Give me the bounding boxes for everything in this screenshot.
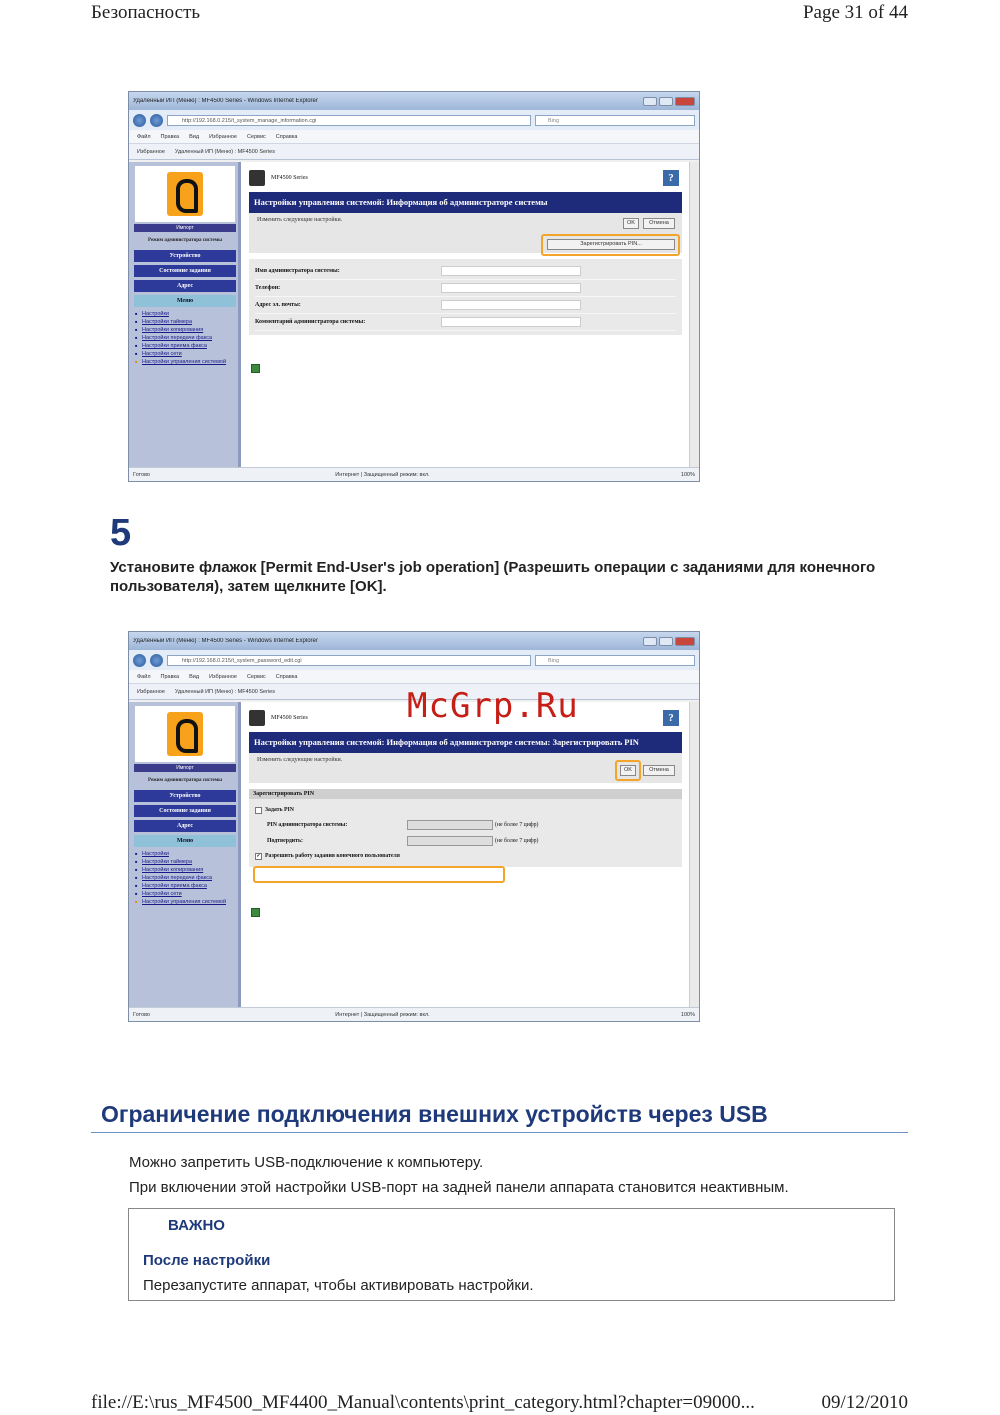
- help-icon[interactable]: ?: [663, 170, 679, 186]
- sidebar-link-fax-send[interactable]: ■ Настройки передачи факса: [134, 874, 236, 882]
- register-pin-form: [249, 789, 682, 867]
- sidebar-link-timer[interactable]: ■ Настройки таймера: [134, 858, 236, 866]
- sidebar-link-copy[interactable]: ■ Настройки копирования: [134, 326, 236, 334]
- menu-edit[interactable]: Правка: [160, 133, 180, 140]
- header-section-title: Безопасность: [91, 2, 201, 23]
- header-page-number: Page 31 of 44: [802, 2, 908, 23]
- top-link-icon[interactable]: [251, 908, 260, 917]
- section-divider: [91, 1132, 908, 1133]
- favorite-tab[interactable]: Удаленный ИП (Меню) : MF4500 Series: [174, 148, 275, 155]
- menu-bar: [129, 130, 699, 144]
- sidebar-link-system[interactable]: ■ Настройки управления системой: [134, 898, 236, 906]
- menu-tools[interactable]: Сервис: [246, 133, 266, 140]
- sidebar-button-job-status[interactable]: Состояние задания: [134, 265, 236, 277]
- menu-edit[interactable]: Правка: [160, 673, 180, 680]
- forward-icon[interactable]: [150, 114, 163, 127]
- logo-icon: [167, 172, 203, 216]
- favorites-button[interactable]: Избранное: [137, 688, 165, 695]
- menu-tools[interactable]: Сервис: [246, 673, 266, 680]
- favorite-tab[interactable]: Удаленный ИП (Меню) : MF4500 Series: [174, 688, 275, 695]
- email-label: Адрес эл. почты:: [255, 302, 301, 308]
- favorites-bar: [129, 144, 699, 160]
- logo-icon: [167, 712, 203, 756]
- rui-sidebar: [129, 702, 241, 1007]
- ok-button[interactable]: OK: [623, 218, 639, 229]
- browser-screenshot-admin-info: [128, 91, 700, 482]
- sidebar-link-fax-send[interactable]: ■ Настройки передачи факса: [134, 334, 236, 342]
- permit-checkbox[interactable]: ✓: [256, 853, 261, 859]
- sidebar-link-fax-receive[interactable]: ■ Настройки приема факса: [134, 882, 236, 890]
- menu-view[interactable]: Вид: [189, 133, 200, 140]
- page-banner: Настройки управления системой: Информация об администраторе системы: [249, 192, 682, 213]
- device-name: MF4500 Series: [271, 175, 308, 181]
- set-pin-label: Задать PIN: [265, 807, 294, 813]
- settings-panel: [249, 753, 682, 783]
- phone-field[interactable]: [441, 283, 581, 293]
- maximize-icon[interactable]: [659, 97, 673, 106]
- note-subtitle: После настройки: [143, 1252, 271, 1269]
- back-icon[interactable]: [133, 114, 146, 127]
- status-zone: Интернет | Защищенный режим: вкл.: [335, 471, 430, 478]
- admin-info-form: [249, 259, 682, 335]
- window-titlebar: [129, 632, 699, 650]
- highlight-frame: [615, 760, 641, 781]
- menu-file[interactable]: Файл: [137, 133, 151, 140]
- close-icon[interactable]: [675, 637, 695, 646]
- address-bar: [129, 650, 699, 670]
- top-link-icon[interactable]: [251, 364, 260, 373]
- device-name: MF4500 Series: [271, 715, 308, 721]
- sidebar-link-network[interactable]: ■ Настройки сети: [134, 350, 236, 358]
- sidebar-caption: Импорт: [134, 224, 236, 232]
- page-banner: Настройки управления системой: Информация об администраторе системы: Зарегистрировать PIN: [249, 732, 682, 753]
- sidebar-button-menu[interactable]: Меню: [134, 835, 236, 847]
- sidebar-link-timer[interactable]: ■ Настройки таймера: [134, 318, 236, 326]
- confirm-label: Подтвердить:: [267, 838, 303, 844]
- status-text: Готово: [133, 1011, 150, 1018]
- confirm-note: (не более 7 цифр): [495, 838, 539, 844]
- email-field[interactable]: [441, 300, 581, 310]
- pin-field[interactable]: [407, 820, 493, 830]
- step-number: 5: [110, 512, 132, 554]
- section-title: Ограничение подключения внешних устройств через USB: [101, 1101, 768, 1127]
- minimize-icon[interactable]: [643, 97, 657, 106]
- sidebar-button-device[interactable]: Устройство: [134, 250, 236, 262]
- cancel-button[interactable]: Отмена: [643, 218, 675, 229]
- phone-label: Телефон:: [255, 285, 281, 291]
- sidebar-link-copy[interactable]: ■ Настройки копирования: [134, 866, 236, 874]
- settings-panel: [249, 213, 682, 253]
- menu-help[interactable]: Справка: [275, 673, 298, 680]
- comment-field[interactable]: [441, 317, 581, 327]
- address-input[interactable]: http://192.168.0.215/t_system_manage_information.cgi: [167, 115, 531, 126]
- pin-label: PIN администратора системы:: [267, 822, 348, 828]
- permit-label: Разрешить работу задания конечного пользователя: [265, 853, 400, 859]
- form-section-title: Зарегистрировать PIN: [249, 789, 682, 799]
- status-bar: [129, 467, 699, 481]
- favorites-button[interactable]: Избранное: [137, 148, 165, 155]
- menu-view[interactable]: Вид: [189, 673, 200, 680]
- comment-label: Комментарий администратора системы:: [255, 319, 366, 325]
- sidebar-link-settings[interactable]: ■ Настройки: [134, 310, 236, 318]
- sidebar-button-device[interactable]: Устройство: [134, 790, 236, 802]
- sidebar-button-job-status[interactable]: Состояние задания: [134, 805, 236, 817]
- zoom-level[interactable]: 100%: [680, 1011, 695, 1018]
- watermark: McGrp.Ru: [407, 686, 579, 726]
- menu-bar: [129, 670, 699, 684]
- scrollbar[interactable]: [689, 702, 699, 1007]
- printer-icon: [249, 170, 265, 186]
- back-icon[interactable]: [133, 654, 146, 667]
- footer-date: 09/12/2010: [821, 1392, 908, 1413]
- window-titlebar: [129, 92, 699, 110]
- zoom-level[interactable]: 100%: [680, 471, 695, 478]
- important-note-box: [128, 1208, 895, 1301]
- status-zone: Интернет | Защищенный режим: вкл.: [335, 1011, 430, 1018]
- sidebar-link-settings[interactable]: ■ Настройки: [134, 850, 236, 858]
- printer-icon: [249, 710, 265, 726]
- sidebar-link-network[interactable]: ■ Настройки сети: [134, 890, 236, 898]
- paragraph-2: При включении этой настройки USB-порт на задней панели аппарата становится неактивным.: [129, 1179, 789, 1196]
- menu-file[interactable]: Файл: [137, 673, 151, 680]
- close-icon[interactable]: [675, 97, 695, 106]
- note-title: ВАЖНО: [168, 1217, 225, 1234]
- rui-main: [241, 162, 699, 467]
- scrollbar[interactable]: [689, 162, 699, 467]
- sidebar-button-address[interactable]: Адрес: [134, 280, 236, 292]
- sidebar-mode: Режим администратора системы: [147, 238, 223, 243]
- ok-button[interactable]: OK: [620, 765, 636, 776]
- minimize-icon[interactable]: [643, 637, 657, 646]
- admin-name-label: Имя администратора системы:: [255, 268, 340, 274]
- sidebar-mode: Режим администратора системы: [147, 778, 223, 783]
- window-title: Удаленный ИП (Меню) : MF4500 Series - Windows Internet Explorer: [133, 638, 318, 644]
- sidebar-caption: Импорт: [134, 764, 236, 772]
- cancel-button[interactable]: Отмена: [643, 765, 675, 776]
- sidebar-link-fax-receive[interactable]: ■ Настройки приема факса: [134, 342, 236, 350]
- note-text: Перезапустите аппарат, чтобы активировать настройки.: [143, 1277, 534, 1294]
- address-bar: [129, 110, 699, 130]
- sidebar-button-menu[interactable]: Меню: [134, 295, 236, 307]
- rui-logo: [135, 706, 235, 762]
- sidebar-button-address[interactable]: Адрес: [134, 820, 236, 832]
- menu-help[interactable]: Справка: [275, 133, 298, 140]
- confirm-field[interactable]: [407, 836, 493, 846]
- status-text: Готово: [133, 471, 150, 478]
- pin-note: (не более 7 цифр): [495, 822, 539, 828]
- step-instruction: Установите флажок [Permit End-User's job operation] (Разрешить операции с заданиями для конечного пользователя), затем щелкните [OK].: [110, 559, 876, 595]
- menu-favorites[interactable]: Избранное: [209, 673, 237, 680]
- rui-sidebar: [129, 162, 241, 467]
- menu-favorites[interactable]: Избранное: [209, 133, 237, 140]
- paragraph-1: Можно запретить USB-подключение к компьютеру.: [129, 1154, 484, 1171]
- sidebar-link-system[interactable]: ■ Настройки управления системой: [134, 358, 236, 366]
- search-input[interactable]: Bing: [535, 115, 695, 126]
- status-bar: [129, 1007, 699, 1021]
- settings-hint: Изменить следующие настройки.: [257, 217, 343, 223]
- register-pin-button[interactable]: Зарегистрировать PIN...: [547, 239, 675, 250]
- settings-hint: Изменить следующие настройки.: [257, 757, 343, 763]
- rui-logo: [135, 166, 235, 222]
- help-icon[interactable]: ?: [663, 710, 679, 726]
- highlight-frame: [253, 866, 505, 883]
- highlight-frame: [541, 234, 680, 256]
- maximize-icon[interactable]: [659, 637, 673, 646]
- address-input[interactable]: http://192.168.0.215/t_system_password_edit.cgi: [167, 655, 531, 666]
- rui-main: [241, 702, 699, 1007]
- set-pin-checkbox[interactable]: [255, 807, 262, 814]
- search-input[interactable]: Bing: [535, 655, 695, 666]
- window-title: Удаленный ИП (Меню) : MF4500 Series - Windows Internet Explorer: [133, 98, 318, 104]
- footer-file-path: file://E:\rus_MF4500_MF4400_Manual\contents\print_category.html?chapter=09000...: [91, 1392, 755, 1413]
- forward-icon[interactable]: [150, 654, 163, 667]
- admin-name-field[interactable]: [441, 266, 581, 276]
